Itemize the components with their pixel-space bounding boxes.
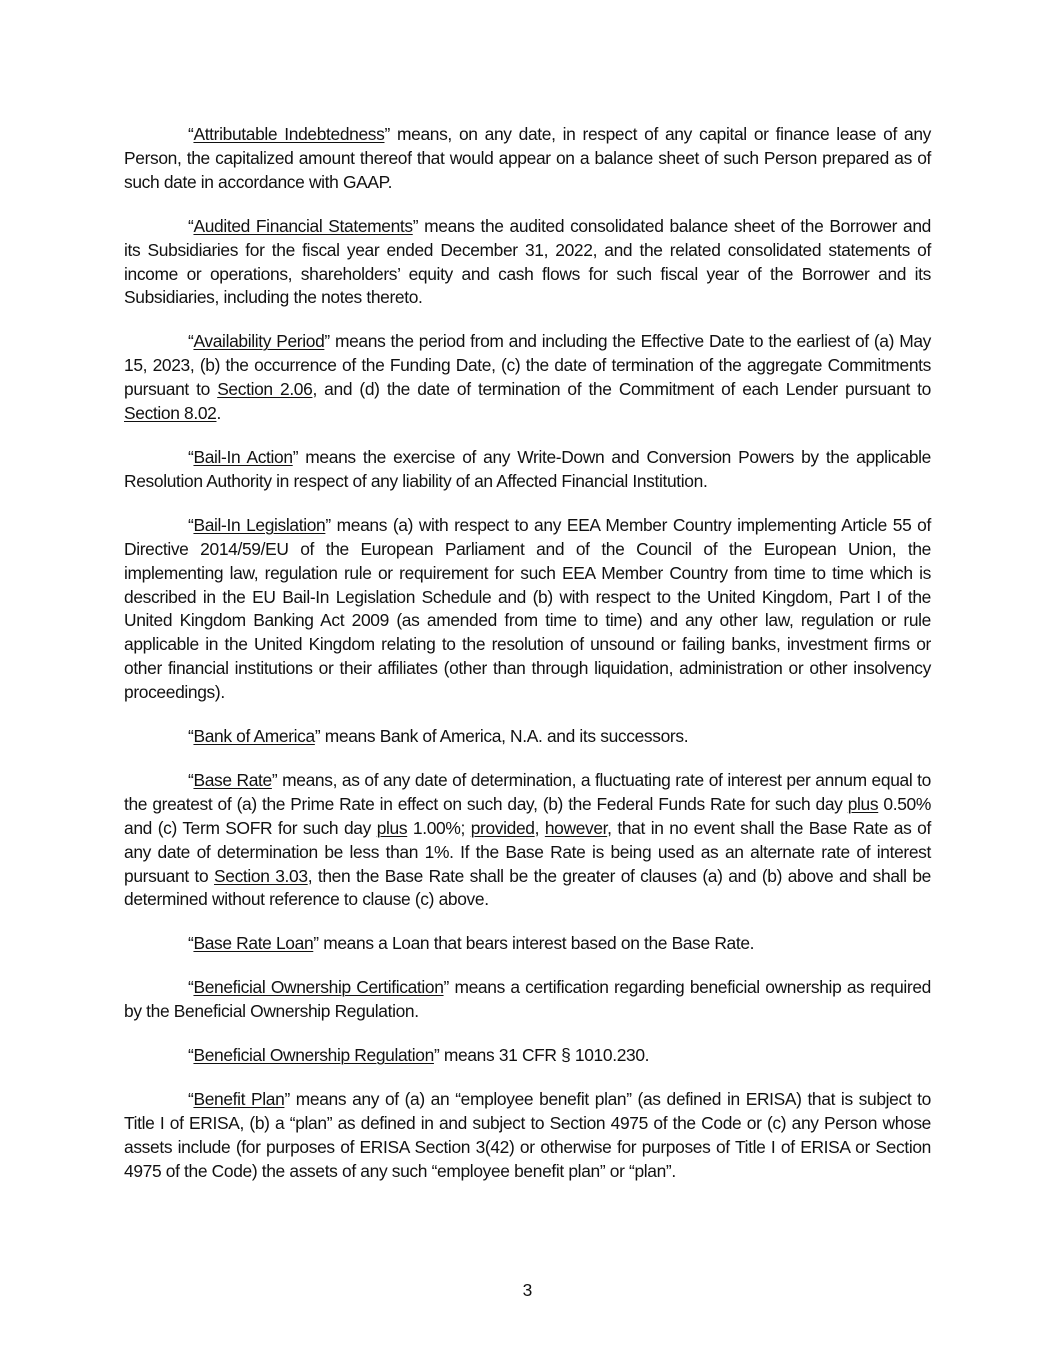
defined-term: Attributable Indebtedness <box>193 124 385 144</box>
close-quote: ” <box>292 446 299 467</box>
definition-text: 0.50% and (c) Term SOFR for such day <box>124 793 931 838</box>
definition-paragraph <box>124 123 931 195</box>
definition-text: means the audited consolidated balance sheet of the Borrower and its Subsidiaries for the fiscal year ended December 31, 2022, and the related consolidated statements of income or operations, shareholders’ equity and cash flows for such fiscal year of the Borrower and its Subsidiaries, including the notes thereto. <box>124 215 931 308</box>
definition-text: means, as of any date of determination, a fluctuating rate of interest per annum equal to the greatest of (a) the Prime Rate in effect on such day, (b) the Federal Funds Rate for such day <box>124 769 931 814</box>
definition-text: means (a) with respect to any EEA Member Country implementing Article 55 of Directive 2014/59/EU of the European Parliament and of the Council of the European Union, the implementing law, regulation rule or requirement for such EEA Member Country from time to time which is described in the EU Bail-In Legislation Schedule and (b) with respect to the United Kingdom, Part I of the United Kingdom Banking Act 2009 (as amended from time to time) and any other law, regulation or rule applicable in the United Kingdom relating to the resolution of unsound or failing banks, investment firms or other financial institutions or their affiliates (other than through liquidation, administration or other insolvency proceedings). <box>124 514 931 703</box>
definition-paragraph <box>124 1044 931 1068</box>
definition-paragraph <box>124 446 931 494</box>
defined-term: Beneficial Ownership Certification <box>193 977 444 998</box>
close-quote: ” <box>412 215 419 236</box>
close-quote: ” <box>443 977 449 998</box>
open-quote: “ <box>188 977 194 998</box>
close-quote: ” <box>313 933 319 954</box>
definition-text: means, on any date, in respect of any capital or finance lease of any Person, the capitalized amount thereof that would appear on a balance sheet of such Person prepared as of such date in accordance with GAAP. <box>124 124 931 192</box>
definition-text: means a Loan that bears interest based on the Base Rate. <box>318 933 755 954</box>
open-quote: “ <box>188 124 194 144</box>
underlined-reference: Section 8.02 <box>124 403 217 424</box>
underlined-reference: plus <box>376 817 408 838</box>
definition-paragraph <box>124 1088 931 1184</box>
open-quote: “ <box>188 331 194 352</box>
defined-term: Bail-In Action <box>193 446 293 467</box>
definition-text: , that in no event shall the Base Rate as of any date of determination be less than 1%. If the Base Rate is being used as an alternate rate of interest pursuant to <box>124 817 931 886</box>
definition-paragraph <box>124 769 931 912</box>
definition-text: means the exercise of any Write-Down and Conversion Powers by the applicable Resolution Authority in respect of any liability of an Affected Financial Institution. <box>124 446 931 491</box>
underlined-reference: provided <box>470 817 535 838</box>
definition-paragraph <box>124 215 931 311</box>
defined-term: Bail-In Legislation <box>193 514 326 535</box>
close-quote: ” <box>384 124 390 144</box>
open-quote: “ <box>188 514 194 535</box>
definition-text: 1.00%; <box>407 817 471 838</box>
definition-text: means 31 CFR § 1010.230. <box>439 1045 650 1066</box>
defined-term: Beneficial Ownership Regulation <box>193 1045 434 1066</box>
page-number: 3 <box>522 1280 533 1300</box>
definition-text: , then the Base Rate shall be the greater of clauses (a) and (b) above and shall be determined without reference to clause (c) above. <box>124 865 931 910</box>
open-quote: “ <box>188 769 194 790</box>
underlined-reference: however <box>544 817 608 838</box>
definition-text: . <box>216 403 221 424</box>
underlined-reference: Section 2.06 <box>217 379 313 400</box>
defined-term: Audited Financial Statements <box>193 215 413 236</box>
open-quote: “ <box>188 1089 194 1109</box>
definition-paragraph <box>124 514 931 705</box>
close-quote: ” <box>324 331 330 352</box>
defined-term: Bank of America <box>193 726 315 747</box>
close-quote: ” <box>314 726 321 747</box>
definition-text: , <box>534 817 545 838</box>
document-body <box>124 123 931 1204</box>
definition-paragraph <box>124 330 931 426</box>
underlined-reference: Section 3.03 <box>214 865 308 886</box>
defined-term: Base Rate <box>193 769 272 790</box>
defined-term: Benefit Plan <box>193 1089 285 1109</box>
definition-text: means any of (a) an “employee benefit plan” (as defined in ERISA) that is subject to Title I of ERISA, (b) a “plan” as defined in and subject to Section 4975 of the Code or (c) any Person whose assets include (for purposes of ERISA Section 3(42) or otherwise for purposes of Title I of ERISA or Section 4975 of the Code) the assets of any such “employee benefit plan” or “plan”. <box>124 1089 931 1181</box>
open-quote: “ <box>188 215 194 236</box>
definition-text: means Bank of America, N.A. and its successors. <box>320 726 689 747</box>
underlined-reference: plus <box>847 793 879 814</box>
close-quote: ” <box>433 1045 440 1066</box>
close-quote: ” <box>284 1089 290 1109</box>
open-quote: “ <box>188 446 194 467</box>
close-quote: ” <box>325 514 331 535</box>
definition-paragraph <box>124 725 931 749</box>
definition-text: , and (d) the date of termination of the Commitment of each Lender pursuant to <box>312 379 931 400</box>
defined-term: Base Rate Loan <box>193 933 314 954</box>
definition-paragraph <box>124 976 931 1024</box>
definition-paragraph <box>124 932 931 956</box>
close-quote: ” <box>271 769 278 790</box>
defined-term: Availability Period <box>193 331 325 352</box>
definition-text: means the period from and including the Effective Date to the earliest of (a) May 15, 2023, (b) the occurrence of the Funding Date, (c) the date of termination of the aggregate Commitments pursuant to <box>124 331 931 400</box>
definition-text: means a certification regarding beneficial ownership as required by the Beneficial Ownership Regulation. <box>124 977 931 1022</box>
open-quote: “ <box>188 933 194 954</box>
open-quote: “ <box>188 726 194 747</box>
open-quote: “ <box>188 1045 194 1066</box>
